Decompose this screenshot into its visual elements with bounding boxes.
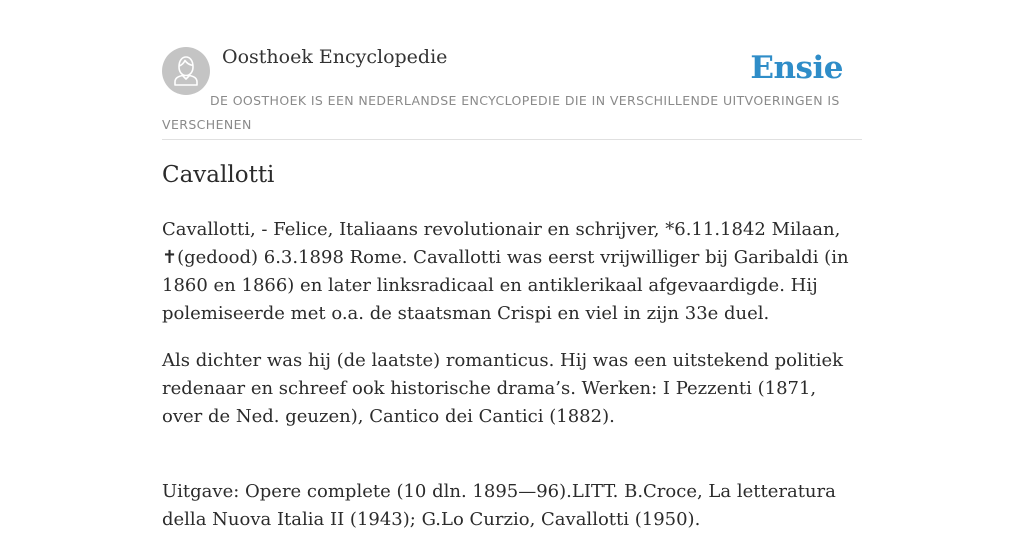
article-paragraph: Als dichter was hij (de laatste) romanticus. Hij was een uitstekend politiek redenaar en schreef ook historische drama’s. Werken: I Pezzenti (1871, over de Ned. geuzen), Cantico dei Cantici (1882).	[162, 350, 844, 427]
site-name-link[interactable]: Oosthoek Encyclopedie	[222, 46, 448, 68]
article-title: Cavallotti	[162, 162, 275, 188]
paragraph-spacer	[162, 450, 862, 478]
article-paragraph-edition: Uitgave: Opere complete (10 dln. 1895—96).LITT. B.Croce, La letteratura della Nuova Italia II (1943); G.Lo Curzio, Cavallotti (1950).	[162, 481, 836, 530]
article-body	[162, 216, 862, 534]
user-avatar-icon[interactable]	[162, 47, 210, 95]
site-header	[162, 0, 862, 140]
site-tagline: DE OOSTHOEK IS EEN NEDERLANDSE ENCYCLOPEDIE DIE IN VERSCHILLENDE UITVOERINGEN IS VERSCHENEN	[162, 93, 840, 132]
page-container	[162, 0, 862, 530]
article-paragraph: Cavallotti, - Felice, Italiaans revolutionair en schrijver, *6.11.1842 Milaan, ✝(gedood) 6.3.1898 Rome. Cavallotti was eerst vrijwilliger bij Garibaldi (in 1860 en 1866) en later linksradicaal en antiklerikaal afgevaardigde. Hij polemiseerde met o.a. de staatsman Crispi en viel in zijn 33e duel.	[162, 219, 849, 324]
ensie-logo-link[interactable]: Ensie	[750, 50, 843, 86]
